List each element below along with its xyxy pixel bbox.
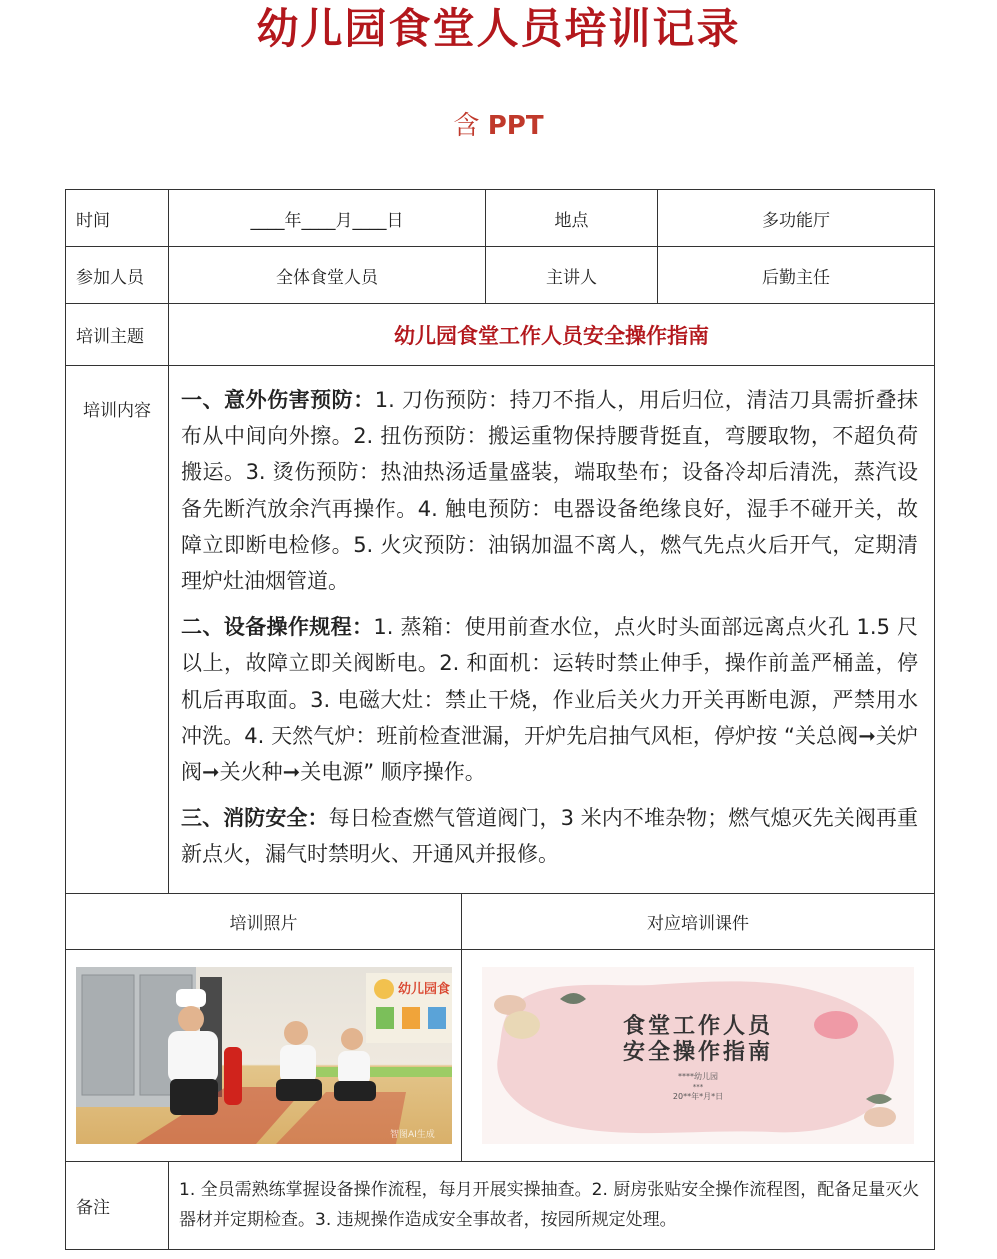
content-section-fire (181, 800, 918, 872)
slide-title-line1: 食堂工作人员 (622, 1012, 774, 1039)
training-record-table (65, 189, 935, 1250)
document-subtitle (0, 104, 997, 148)
subtitle-ppt: PPT (487, 111, 544, 141)
participants-value: 全体食堂人员 (169, 247, 486, 304)
section-heading: 一、意外伤害预防： (181, 388, 375, 412)
participants-label: 参加人员 (66, 247, 169, 304)
speaker-value: 后勤主任 (658, 247, 935, 304)
speaker-label: 主讲人 (486, 247, 658, 304)
training-photo-cell (66, 949, 462, 1161)
content-section-accident (181, 382, 918, 599)
content-cell (169, 366, 935, 894)
content-section-equipment (181, 609, 918, 790)
section-heading: 三、消防安全： (181, 806, 329, 831)
topic-value: 幼儿园食堂工作人员安全操作指南 (169, 304, 935, 366)
time-value: ____年____月____日 (169, 190, 486, 247)
training-photo (76, 967, 452, 1144)
document-title: 幼儿园食堂人员培训记录 (256, 4, 741, 53)
photo-label: 培训照片 (66, 893, 462, 949)
courseware-slide-illustration (482, 967, 914, 1144)
section-body: 每日检查燃气管道阀门，3 米内不堆杂物；燃气熄灭先关阀再重新点火，漏气时禁明火、开通风并报修。 (181, 806, 918, 867)
topic-label: 培训主题 (66, 304, 169, 366)
section-body: 1. 刀伤预防：持刀不指人，用后归位，清洁刀具需折叠抹布从中间向外擦。2. 扭伤预防：搬运重物保持腰背挺直，弯腰取物，不超负荷搬运。3. 烫伤预防：热油热汤适量盛装，端取垫布；设备冷却后清洗，蒸汽设备先断汽放余汽再操作。4. 触电预防：电器设备绝缘良好，湿手不碰开关，故障立即断电检修。5. 火灾预防：油锅加温不离人，燃气先点火后开气，定期清理炉灶油烟管道。 (181, 388, 918, 594)
location-value: 多功能厅 (658, 190, 935, 247)
time-label: 时间 (66, 190, 169, 247)
location-label: 地点 (486, 190, 658, 247)
training-photo-illustration (76, 967, 452, 1144)
photo-watermark: 智图AI生成 (390, 1129, 435, 1140)
slide-presenter: *** (692, 1082, 704, 1091)
notes-value: 1. 全员需熟练掌握设备操作流程，每月开展实操抽查。2. 厨房张贴安全操作流程图，配备足量灭火器材并定期检查。3. 违规操作造成安全事故者，按园所规定处理。 (169, 1161, 935, 1249)
section-body: 1. 蒸箱：使用前查水位，点火时头面部远离点火孔 1.5 尺以上，故障立即关阀断电。2. 和面机：运转时禁止伸手，操作前盖严桶盖，停机后再取面。3. 电磁大灶：禁止干烧，作业后关火力开关再断电源，严禁用水冲洗。4. 天然气炉：班前检查泄漏，开炉先启抽气风柜，停炉按 “关总阀➞关炉阀➞关火种➞关电源” 顺序操作。 (181, 615, 918, 785)
slide-title-line2: 安全操作指南 (622, 1038, 774, 1065)
kindergarten-sign: 幼儿园食 (398, 981, 451, 997)
section-heading: 二、设备操作规程： (181, 615, 374, 640)
subtitle-prefix: 含 (453, 111, 480, 141)
courseware-label: 对应培训课件 (462, 893, 935, 949)
notes-label: 备注 (66, 1161, 169, 1249)
content-label: 培训内容 (66, 366, 169, 894)
slide-date: 20**年*月*日 (672, 1091, 724, 1101)
courseware-cell (462, 949, 935, 1161)
courseware-slide (482, 967, 914, 1144)
slide-org: ****幼儿园 (678, 1071, 718, 1081)
